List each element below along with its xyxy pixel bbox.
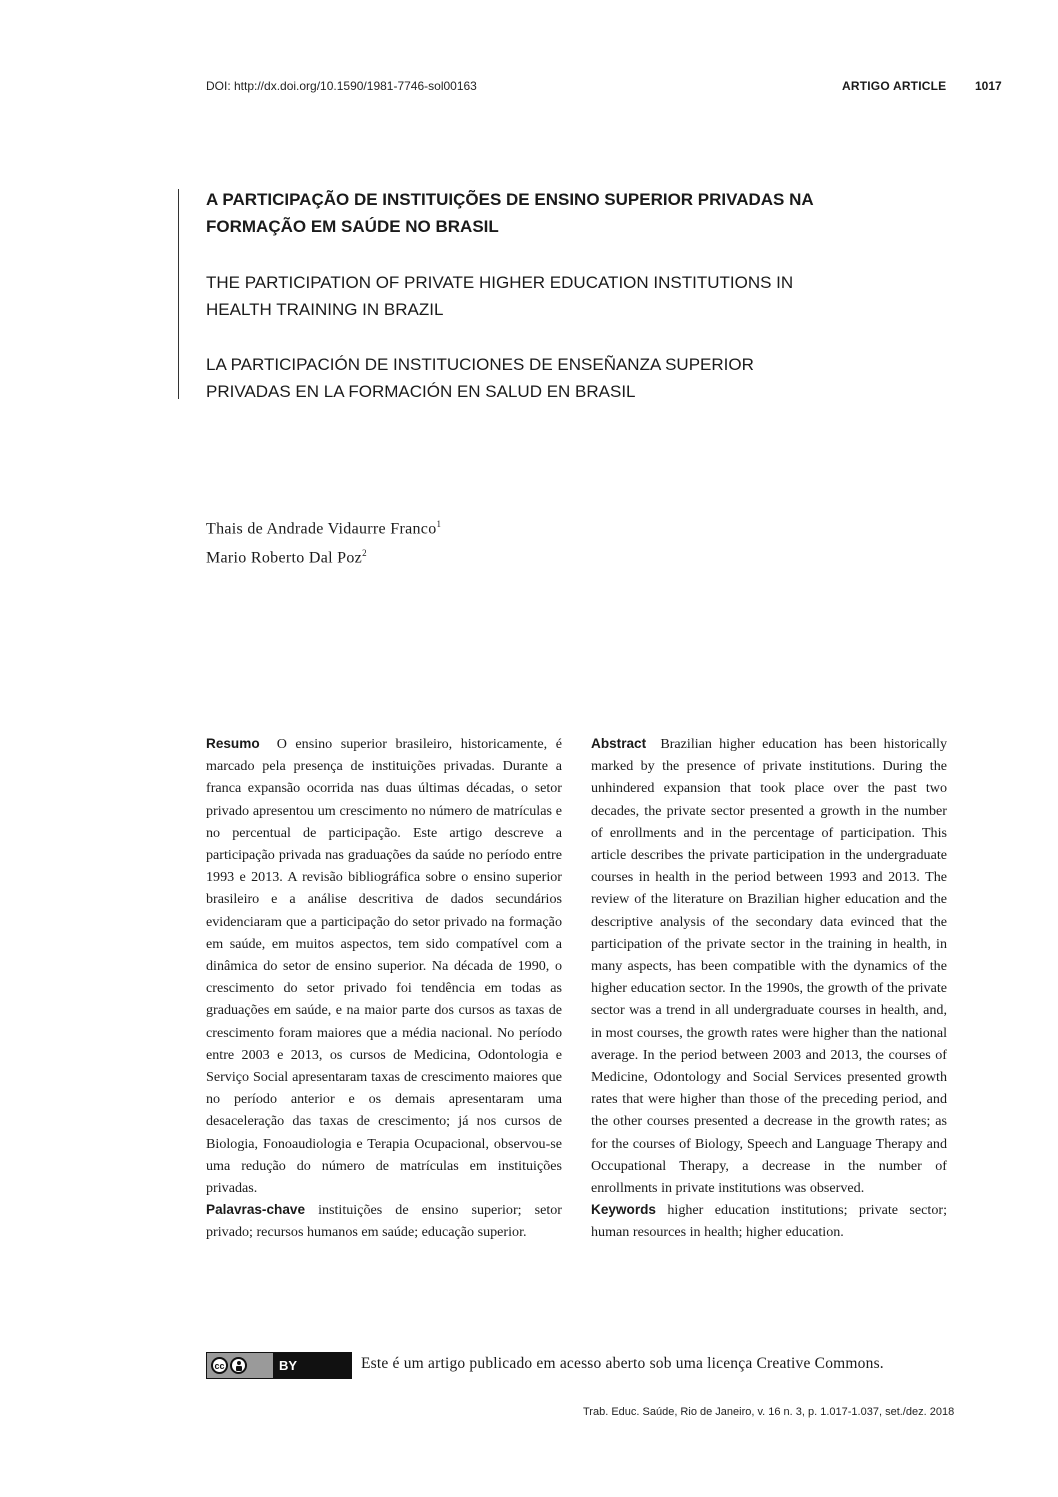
palavras-chave-label: Palavras-chave <box>206 1202 306 1218</box>
title-spanish: LA PARTICIPACIÓN DE INSTITUCIONES DE ENSEÑANZA SUPERIOR PRIVADAS EN LA FORMACIÓN EN SALUD EN BRASIL <box>206 355 754 401</box>
abstract-column <box>591 733 947 1244</box>
journal-citation: Trab. Educ. Saúde, Rio de Janeiro, v. 16 n. 3, p. 1.017-1.037, set./dez. 2018 <box>583 1406 955 1418</box>
resumo-text: O ensino superior brasileiro, historicamente, é marcado pela presença de instituições privadas. Durante a franca expansão ocorrida nas duas últimas décadas, o setor privado apresentou um crescimento no número de matrículas e no percentual de participação. Este artigo descreve a participação privada nas graduações da saúde no período entre 1993 e 2013. A revisão bibliográfica sobre o ensino superior brasileiro e a análise descritiva de dados secundários evidenciaram que a participação do setor privado na formação em saúde, em muitos aspectos, tem sido compatível com a dinâmica do setor de ensino superior. Na década de 1990, o crescimento do setor privado foi tendência em todas as graduações em saúde, e na maior parte dos cursos as taxas de crescimento foram maiores que a média nacional. No período entre 2003 e 2013, os cursos de Medicina, Odontologia e Serviço Social apresentaram taxas de crescimento maiores que no período anterior e os demais apresentaram uma desaceleração das taxas de crescimento; já nos cursos de Biologia, Fonoaudiologia e Terapia Ocupacional, observou-se uma redução do número de matrículas em instituições privadas. <box>206 736 562 1197</box>
license-text: Este é um artigo publicado em acesso aberto sob uma licença Creative Commons. <box>361 1355 884 1372</box>
page-number: 1017 <box>975 79 1002 93</box>
keywords-text: higher education institutions; private sector; human resources in health; higher education. <box>591 1202 947 1241</box>
doi-link[interactable]: DOI: http://dx.doi.org/10.1590/1981-7746-sol00163 <box>206 79 477 93</box>
abstract-paragraph <box>591 733 947 1199</box>
author-1-affiliation: 1 <box>436 519 442 529</box>
palavras-chave-paragraph <box>206 1199 562 1243</box>
keywords-label: Keywords <box>591 1202 656 1218</box>
author-2-affiliation: 2 <box>362 548 367 558</box>
author-1-name: Thais de Andrade Vidaurre Franco <box>206 520 437 538</box>
by-badge-label: BY <box>279 1358 298 1373</box>
author-2-name: Mario Roberto Dal Poz <box>206 549 363 567</box>
resumo-column <box>206 733 562 1244</box>
cc-by-license-badge[interactable] <box>206 1352 352 1379</box>
author-1 <box>206 519 441 538</box>
resumo-paragraph <box>206 733 562 1199</box>
cc-badge-left <box>207 1353 273 1378</box>
title-portuguese: A PARTICIPAÇÃO DE INSTITUIÇÕES DE ENSINO SUPERIOR PRIVADAS NA FORMAÇÃO EM SAÚDE NO BRASIL <box>206 190 814 236</box>
abstract-text: Brazilian higher education has been historically marked by the presence of private institutions. During the unhindered expansion that took place over the past two decades, the private sector presented a growth in the number of enrollments and in the percentage of participation. This article describes the private participation in the undergraduate courses in health in the period between 1993 and 2013. The review of the literature on Brazilian higher education and the descriptive analysis of the secondary data evinced that the participation of the private sector in the training in health, in many aspects, has been compatible with the dynamics of the higher education sector. In the 1990s, the growth of the private sector was a trend in all undergraduate courses in health, and, in most courses, the growth rates were higher than the national average. In the period between 2003 and 2013, the courses of Medicine, Odontology and Social Services presented growth rates that were higher than those of the preceding period, and the other courses presented a decrease in the growth rates; as for the courses of Biology, Speech and Language Therapy and Occupational Therapy, a decrease in the number of enrollments in private institutions was observed. <box>591 736 947 1197</box>
palavras-chave-text: instituições de ensino superior; setor privado; recursos humanos em saúde; educação superior. <box>206 1202 562 1241</box>
title-english: THE PARTICIPATION OF PRIVATE HIGHER EDUCATION INSTITUTIONS IN HEALTH TRAINING IN BRAZIL <box>206 273 794 319</box>
cc-icon: cc <box>211 1357 228 1374</box>
resumo-label: Resumo <box>206 736 260 751</box>
title-rule <box>178 189 179 399</box>
keywords-paragraph <box>591 1199 947 1243</box>
author-2 <box>206 548 367 567</box>
abstract-label: Abstract <box>591 736 647 751</box>
attribution-person-icon <box>230 1357 247 1374</box>
article-type-label: ARTIGO ARTICLE <box>842 79 947 93</box>
